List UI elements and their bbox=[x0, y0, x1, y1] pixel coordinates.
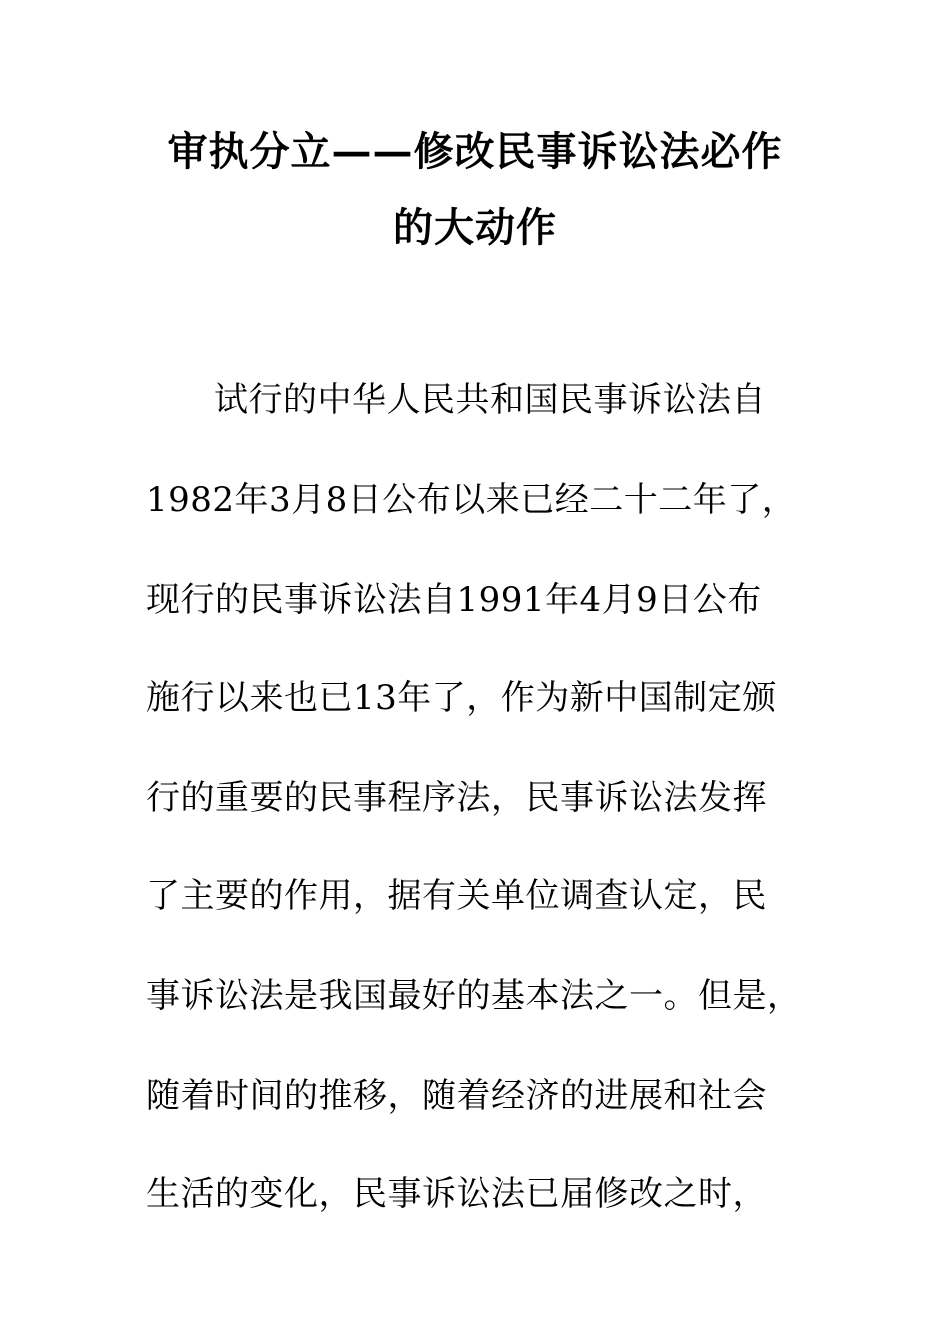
paragraph-line-1: 试行的中华人民共和国民事诉讼法自 bbox=[214, 380, 766, 420]
paragraph-line-9: 生活的变化，民事诉讼法已届修改之时， bbox=[146, 1174, 767, 1214]
paragraph-line-5: 行的重要的民事程序法，民事诉讼法发挥 bbox=[146, 778, 767, 818]
document-title-line-2: 的大动作 bbox=[393, 204, 557, 251]
paragraph-line-6: 了主要的作用，据有关单位调查认定，民 bbox=[146, 876, 767, 916]
paragraph-line-7: 事诉讼法是我国最好的基本法之一。但是， bbox=[146, 976, 802, 1016]
paragraph-line-2: 1982年3月8日公布以来已经二十二年了， bbox=[146, 480, 797, 520]
document-title-line-1: 审执分立——修改民事诉讼法必作 bbox=[167, 128, 783, 175]
paragraph-line-8: 随着时间的推移，随着经济的进展和社会 bbox=[146, 1076, 767, 1116]
paragraph-line-3: 现行的民事诉讼法自1991年4月9日公布 bbox=[146, 580, 762, 620]
paragraph-line-4: 施行以来也已13年了，作为新中国制定颁 bbox=[146, 678, 777, 718]
